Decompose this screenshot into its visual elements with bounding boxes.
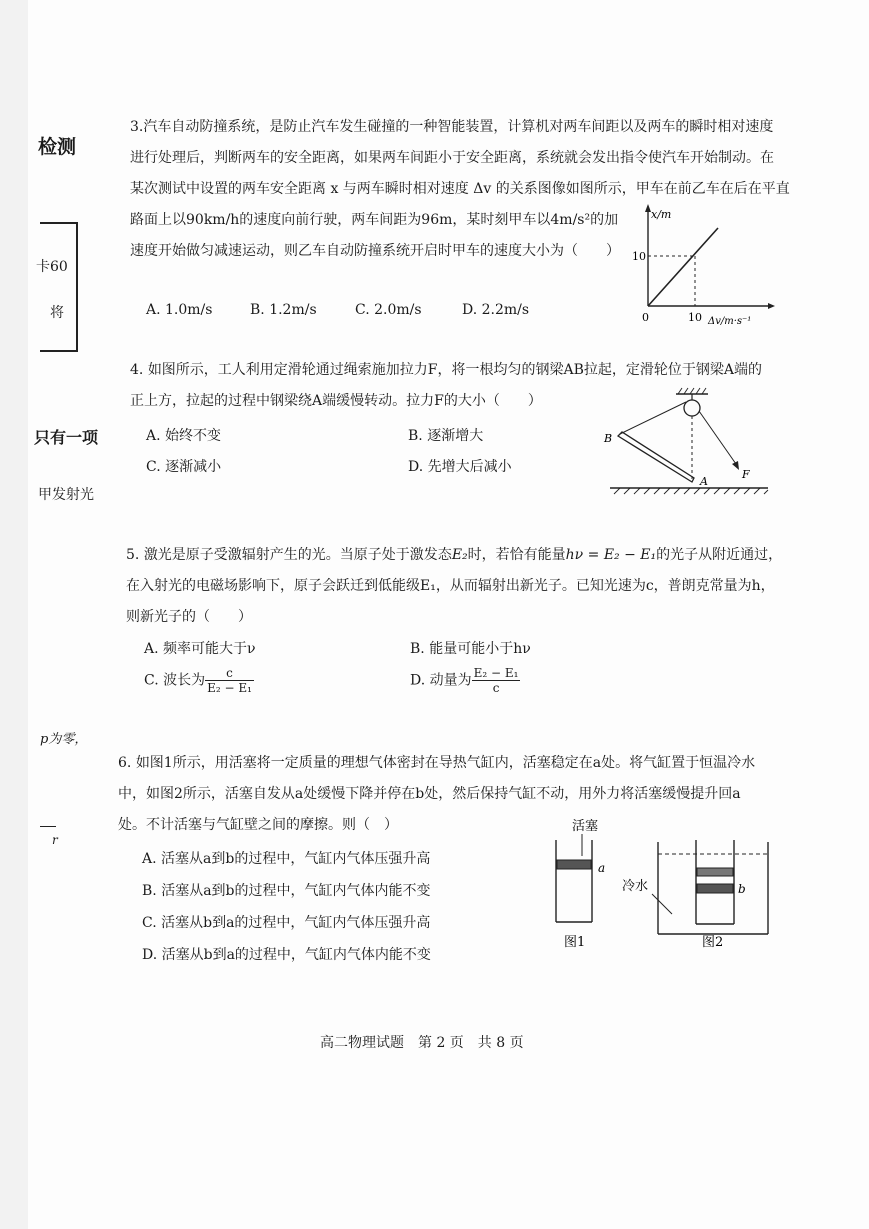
page-edge [0, 0, 28, 1229]
q4-option-c[interactable]: C. 逐渐减小 [146, 459, 222, 475]
q6-line2: 中，如图2所示，活塞自发从a处缓慢下降并停在b处，然后保持气缸不动，用外力将活塞缓慢提升回a [118, 786, 741, 802]
q5-number: 5. [126, 547, 140, 563]
q6-water-pointer [652, 894, 672, 914]
q4-option-a[interactable]: A. 始终不变 [146, 428, 222, 444]
q4-rope-f [699, 411, 736, 464]
q3-graph-x-tick: 10 [688, 311, 702, 324]
q5-line2: 在入射光的电磁场影响下，原子会跃迁到低能级E₁，从而辐射出新光子。已知光速为c，普朗克常量为h， [126, 578, 775, 594]
q3-line1: 3.汽车自动防撞系统，是防止汽车发生碰撞的一种智能装置，计算机对两车间距以及两车的瞬时相对速度 [130, 119, 774, 135]
q6-fig2-piston-b [697, 884, 733, 893]
q4-option-b[interactable]: B. 逐渐增大 [408, 428, 484, 444]
q4-line1: 4. 如图所示，工人利用定滑轮通过绳索施加拉力F，将一根均匀的钢梁AB拉起，定滑轮位于钢梁A端的 [130, 362, 763, 378]
q6-fig1-caption: 图1 [564, 935, 586, 950]
q6-figures [540, 812, 780, 962]
q3-option-b[interactable]: B. 1.2m/s [250, 302, 317, 318]
q6-option-c[interactable]: C. 活塞从b到a的过程中，气缸内气体压强升高 [142, 915, 431, 931]
side-box-line1: 卡60 [36, 259, 68, 275]
q5-line3: 则新光子的（ ） [126, 609, 252, 625]
q6-water-label: 冷水 [622, 879, 649, 894]
q6-fig1-piston [557, 860, 591, 869]
q4-ceiling-hatch [678, 388, 706, 394]
page-footer: 高二物理试题 第 2 页 共 8 页 [320, 1035, 524, 1051]
q5-line1: 5. 激光是原子受激辐射产生的光。当原子处于激发态E₂时，若恰有能量hν = E₂ − E₁的光子从附近通过， [126, 547, 783, 563]
q3-graph-y-tick: 10 [632, 250, 646, 263]
q4-label-b: B [604, 432, 613, 445]
q4-pulley [684, 400, 700, 416]
side-header: 检测 [38, 136, 77, 158]
q3-line5: 速度开始做匀减速运动，则乙车自动防撞系统开启时甲车的速度大小为（ ） [130, 243, 620, 259]
q3-number: 3. [130, 119, 144, 135]
q4-figure [596, 386, 776, 500]
q3-line3: 某次测试中设置的两车安全距离 x 与两车瞬时相对速度 Δv 的关系图像如图所示，甲车在前乙车在后在平直 [130, 181, 790, 197]
q3-option-c[interactable]: C. 2.0m/s [355, 302, 422, 318]
side-frag3: r [52, 833, 58, 847]
side-frag1: 甲发射光 [38, 487, 94, 503]
q6-fig1-label-a: a [598, 861, 606, 875]
q3-graph-origin: 0 [642, 311, 649, 324]
q5-option-a[interactable]: A. 频率可能大于ν [144, 641, 256, 657]
q6-option-a[interactable]: A. 活塞从a到b的过程中，气缸内气体压强升高 [142, 851, 431, 867]
q4-rope-b [620, 402, 686, 434]
q4-label-a: A [700, 475, 708, 488]
q3-option-d[interactable]: D. 2.2m/s [462, 302, 530, 318]
q3-graph [620, 200, 780, 330]
q6-piston-label: 活塞 [572, 819, 599, 834]
q3-line2: 进行处理后，判断两车的安全距离，如果两车间距小于安全距离，系统就会发出指令使汽车开始制动。在 [130, 150, 774, 166]
q6-option-b[interactable]: B. 活塞从a到b的过程中，气缸内气体内能不变 [142, 883, 431, 899]
q6-line1: 6. 如图1所示，用活塞将一定质量的理想气体密封在导热气缸内，活塞稳定在a处。将气缸置于恒温冷水 [118, 755, 756, 771]
q4-line2: 正上方，拉起的过程中钢梁绕A端缓慢转动。拉力F的大小（ ） [130, 393, 542, 409]
q6-fig2-piston-a [697, 868, 733, 876]
side-frag2: p为零， [40, 732, 88, 747]
q3-graph-line [648, 228, 718, 306]
side-arrow [40, 826, 56, 827]
q6-number: 6. [118, 755, 132, 771]
q4-label-f: F [742, 468, 750, 481]
q5-option-d-fraction: $\frac{\text{E₂ − E₁}}{c}$ [473, 666, 519, 695]
q4-ground-hatch [614, 488, 768, 494]
q3-line4: 路面上以90km/h的速度向前行驶，两车间距为96m，某时刻甲车以4m/s²的加 [130, 212, 619, 228]
q4-number: 4. [130, 362, 144, 378]
q5-option-c-fraction: $\frac{c}{\text{E₂ − E₁}}$ [207, 666, 252, 695]
q5-option-d[interactable]: D. 动量为 $\frac{\text{E₂ − E₁}}{c}$ [410, 666, 519, 695]
q3-graph-y-label: x/m [651, 208, 672, 221]
q5-option-b[interactable]: B. 能量可能小于hν [410, 641, 531, 657]
side-box [40, 222, 78, 352]
q4-option-d[interactable]: D. 先增大后减小 [408, 459, 512, 475]
side-box-line2: 将 [50, 305, 64, 321]
q6-fig2-caption: 图2 [702, 935, 724, 950]
q6-option-d[interactable]: D. 活塞从b到a的过程中，气缸内气体内能不变 [142, 947, 431, 963]
q3-graph-x-arrow [768, 303, 775, 309]
q6-fig2-label-b: b [738, 882, 746, 896]
q6-line3: 处。不计活塞与气缸壁之间的摩擦。则（ ） [118, 817, 398, 833]
q4-beam [618, 432, 694, 482]
side-section: 只有一项 [34, 428, 99, 447]
q3-graph-x-label: Δv/m·s⁻¹ [708, 316, 752, 327]
q5-option-c[interactable]: C. 波长为 $\frac{c}{\text{E₂ − E₁}}$ [144, 666, 252, 695]
q3-option-a[interactable]: A. 1.0m/s [146, 302, 213, 318]
q4-force-arrow [732, 461, 739, 470]
